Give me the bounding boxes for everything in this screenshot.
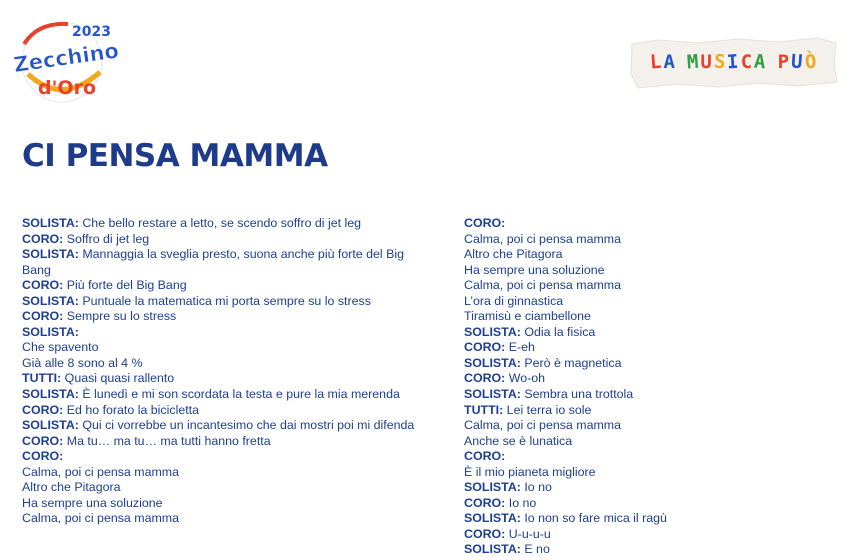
la-musica-puo-banner xyxy=(628,34,840,90)
speaker-label: CORO: xyxy=(464,449,506,464)
lyric-line xyxy=(464,511,844,527)
speaker-label: CORO: xyxy=(22,231,64,246)
banner-letter: U xyxy=(700,51,714,73)
lyric-text: È lunedì e mi son scordata la testa e pure la mia merenda xyxy=(78,387,400,402)
lyric-text: Io no xyxy=(520,480,552,495)
lyric-line xyxy=(464,309,844,325)
lyric-text: Più forte del Big Bang xyxy=(63,278,187,293)
lyric-text: U-u-u-u xyxy=(505,526,551,541)
lyric-line xyxy=(22,278,422,294)
speaker-label: CORO: xyxy=(464,495,506,510)
lyric-line xyxy=(464,480,844,496)
lyric-text: Ha sempre una soluzione xyxy=(464,262,605,277)
lyric-text: Ed ho forato la bicicletta xyxy=(63,402,199,417)
lyric-line xyxy=(22,371,422,387)
lyric-line xyxy=(22,340,422,356)
lyric-text: Che spavento xyxy=(22,340,99,355)
lyric-line xyxy=(22,356,422,372)
lyric-text: Calma, poi ci pensa mamma xyxy=(22,511,180,526)
lyric-text: Calma, poi ci pensa mamma xyxy=(464,278,622,293)
lyric-text: Calma, poi ci pensa mamma xyxy=(22,464,180,479)
banner-letter: A xyxy=(663,51,677,73)
lyric-text: Sempre su lo stress xyxy=(63,309,177,324)
lyric-line xyxy=(464,216,844,232)
banner-letter: M xyxy=(686,50,702,74)
lyric-line xyxy=(464,340,844,356)
logo-line2: d'Oro xyxy=(38,77,96,99)
logo-line1: Zecchino xyxy=(12,38,120,78)
lyric-text: Calma, poi ci pensa mamma xyxy=(464,231,622,246)
banner-letter xyxy=(677,62,687,63)
speaker-label: CORO: xyxy=(22,309,64,324)
speaker-label: CORO: xyxy=(464,371,506,386)
speaker-label: SOLISTA: xyxy=(22,418,79,433)
lyric-line xyxy=(464,278,844,294)
lyric-line xyxy=(22,449,422,465)
lyrics-column-left xyxy=(22,216,422,527)
lyric-line xyxy=(464,434,844,450)
lyric-line xyxy=(464,294,844,310)
lyric-line xyxy=(464,247,844,263)
lyric-text: Lei terra io sole xyxy=(503,402,592,417)
lyric-line xyxy=(22,418,422,434)
banner-letter: P xyxy=(777,51,792,73)
speaker-label: CORO: xyxy=(464,526,506,541)
lyric-text: Ma tu… ma tu… ma tutti hanno fretta xyxy=(63,433,271,448)
lyric-text: Io no xyxy=(505,495,537,510)
lyric-text: Io non so fare mica il ragù xyxy=(520,511,667,526)
lyric-line xyxy=(464,403,844,419)
speaker-label: SOLISTA: xyxy=(22,293,79,308)
lyric-line xyxy=(22,480,422,496)
banner-letter: U xyxy=(790,50,806,74)
banner-letter: L xyxy=(649,50,665,74)
lyric-text: L’ora di ginnastica xyxy=(464,293,564,308)
lyric-line xyxy=(22,232,422,248)
lyric-line xyxy=(22,216,422,232)
lyric-line xyxy=(464,418,844,434)
lyric-text: È il mio pianeta migliore xyxy=(464,464,596,479)
lyric-line xyxy=(464,371,844,387)
banner-letter: S xyxy=(713,50,729,74)
lyrics-column-right xyxy=(464,216,844,558)
lyric-text: Già alle 8 sono al 4 % xyxy=(22,355,143,370)
lyric-text: E no xyxy=(520,542,550,557)
lyric-line xyxy=(464,465,844,481)
speaker-label: CORO: xyxy=(464,340,506,355)
lyric-line xyxy=(464,496,844,512)
lyric-line xyxy=(22,511,422,527)
lyric-text: Ha sempre una soluzione xyxy=(22,495,163,510)
lyric-text: Qui ci vorrebbe un incantesimo che dai mostri poi mi difenda xyxy=(78,418,415,433)
lyric-text: Altro che Pitagora xyxy=(464,247,563,262)
speaker-label: SOLISTA: xyxy=(464,480,521,495)
lyric-line xyxy=(22,387,422,403)
lyric-text: Sembra una trottola xyxy=(520,387,634,402)
speaker-label: CORO: xyxy=(22,278,64,293)
banner-letter: A xyxy=(753,50,769,74)
lyric-line xyxy=(464,356,844,372)
lyric-text: Odia la fisica xyxy=(520,324,596,339)
lyric-line xyxy=(22,247,422,278)
speaker-label: SOLISTA: xyxy=(464,324,521,339)
banner-letter: C xyxy=(740,51,755,73)
zecchino-doro-logo xyxy=(8,14,120,106)
lyric-text: Tiramisù e ciambellone xyxy=(464,309,591,324)
banner-letter: I xyxy=(726,50,742,74)
lyric-line xyxy=(464,387,844,403)
lyric-text: Che bello restare a letto, se scendo soffro di jet leg xyxy=(78,216,362,230)
lyric-line xyxy=(22,294,422,310)
lyric-text: Altro che Pitagora xyxy=(22,480,121,495)
speaker-label: SOLISTA: xyxy=(22,247,79,262)
lyric-text: Però è magnetica xyxy=(520,355,622,370)
banner-letter xyxy=(768,62,778,63)
lyric-line xyxy=(464,325,844,341)
lyric-line xyxy=(464,263,844,279)
lyric-line xyxy=(464,527,844,543)
speaker-label: SOLISTA: xyxy=(464,511,521,526)
lyric-line xyxy=(22,496,422,512)
speaker-label: SOLISTA: xyxy=(464,542,521,557)
speaker-label: SOLISTA: xyxy=(22,216,79,230)
lyric-text: Puntuale la matematica mi porta sempre su lo stress xyxy=(78,293,371,308)
lyric-text: Wo-oh xyxy=(505,371,546,386)
banner-text xyxy=(628,34,840,90)
logo-year: 2023 xyxy=(72,24,111,40)
lyric-text: Quasi quasi rallento xyxy=(61,371,175,386)
lyric-text: E-eh xyxy=(505,340,535,355)
page-title: CI PENSA MAMMA xyxy=(22,138,328,174)
speaker-label: SOLISTA: xyxy=(464,355,521,370)
lyric-line xyxy=(22,325,422,341)
lyric-text: Mannaggia la sveglia presto, suona anche più forte del Big Bang xyxy=(22,247,405,277)
banner-letter: Ò xyxy=(803,50,819,74)
lyric-line xyxy=(464,232,844,248)
lyric-line xyxy=(22,309,422,325)
lyric-line xyxy=(22,434,422,450)
lyric-text: Soffro di jet leg xyxy=(63,231,150,246)
speaker-label: SOLISTA: xyxy=(22,387,79,402)
lyric-text: Calma, poi ci pensa mamma xyxy=(464,418,622,433)
speaker-label: SOLISTA: xyxy=(464,387,521,402)
lyric-line xyxy=(22,465,422,481)
speaker-label: TUTTI: xyxy=(22,371,62,386)
speaker-label: CORO: xyxy=(464,216,506,230)
lyric-line xyxy=(464,542,844,558)
speaker-label: SOLISTA: xyxy=(22,324,79,339)
lyric-text: Anche se è lunatica xyxy=(464,433,573,448)
lyric-line xyxy=(22,403,422,419)
lyric-line xyxy=(464,449,844,465)
speaker-label: TUTTI: xyxy=(464,402,504,417)
speaker-label: CORO: xyxy=(22,449,64,464)
speaker-label: CORO: xyxy=(22,402,64,417)
speaker-label: CORO: xyxy=(22,433,64,448)
